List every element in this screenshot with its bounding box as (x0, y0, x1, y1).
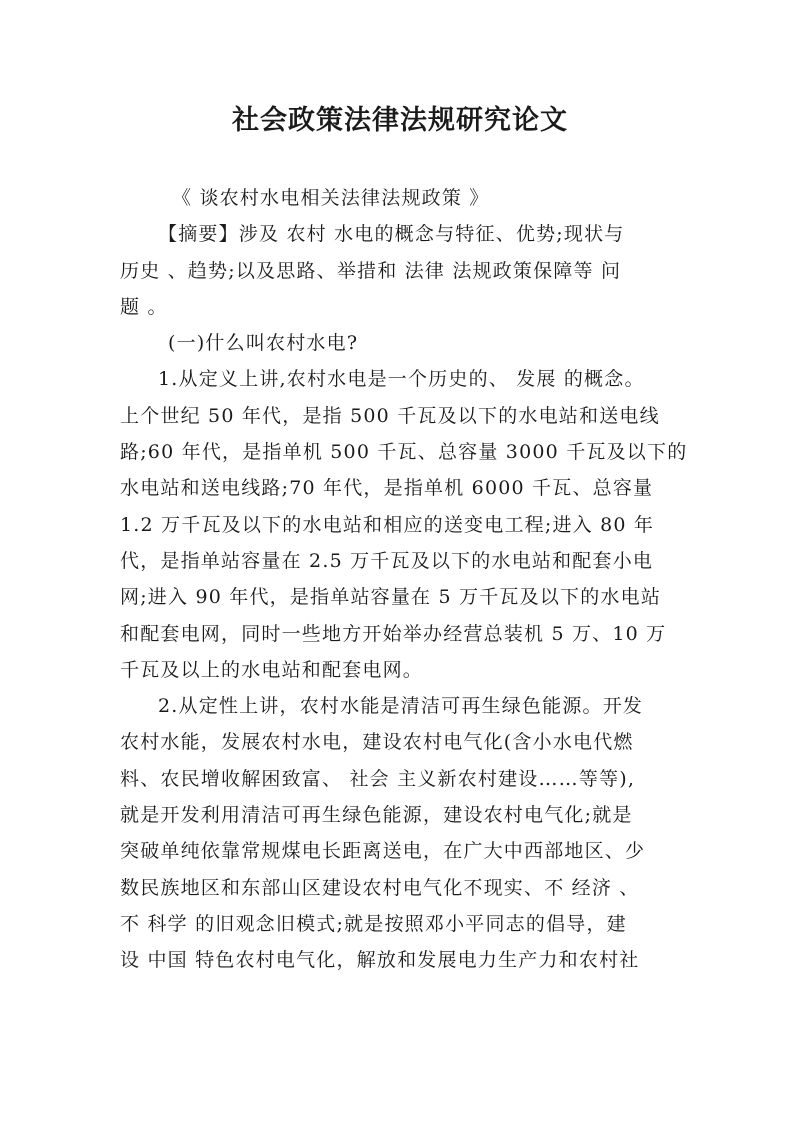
document-title: 社会政策法律法规研究论文 (232, 105, 568, 136)
paragraph-line: 料、农民增收解困致富、 社会 主义新农村建设……等等), (120, 767, 636, 790)
paragraph-line: 1.从定义上讲,农村水电是一个历史的、 发展 的概念。 (158, 368, 645, 391)
paragraph-line: 数民族地区和东部山区建设农村电气化不现实、不 经济 、 (120, 876, 640, 899)
document-body (120, 180, 688, 979)
abstract-line: 【摘要】涉及 农村 水电的概念与特征、优势;现状与 (158, 223, 625, 246)
paragraph-line: 路;60 年代，是指单机 500 千瓦、总容量 3000 千瓦及以下的 (120, 441, 688, 464)
paragraph-line: 2.从定性上讲，农村水能是清洁可再生绿色能源。开发 (158, 695, 644, 718)
paragraph-line: 网;进入 90 年代，是指单站容量在 5 万千瓦及以下的水电站 (120, 586, 662, 609)
paragraph-line: 农村水能，发展农村水电，建设农村电气化(含小水电代燃 (120, 731, 634, 754)
paragraph-line: 上个世纪 50 年代，是指 500 千瓦及以下的水电站和送电线 (120, 404, 660, 427)
abstract-line: 历史 、趋势;以及思路、举措和 法律 法规政策保障等 问 (120, 259, 622, 282)
subtitle-line: 《 谈农村水电相关法律法规政策 》 (172, 187, 490, 209)
paragraph-line: 就是开发利用清洁可再生绿色能源，建设农村电气化;就是 (120, 804, 633, 827)
paragraph-line: 1.2 万千瓦及以下的水电站和相应的送变电工程;进入 80 年 (120, 513, 655, 536)
paragraph-line: 突破单纯依靠常规煤电长距离送电，在广大中西部地区、少 (120, 840, 646, 863)
paragraph-line: 不 科学 的旧观念旧模式;就是按照邓小平同志的倡导，建 (120, 912, 627, 935)
abstract-line: 题 。 (120, 295, 168, 318)
paragraph-line: 和配套电网，同时一些地方开始举办经营总装机 5 万、10 万 (120, 622, 667, 645)
section-heading: (一)什么叫农村水电? (168, 332, 359, 355)
paragraph-line: 代，是指单站容量在 2.5 万千瓦及以下的水电站和配套小电 (120, 549, 654, 572)
paragraph-line: 设 中国 特色农村电气化，解放和发展电力生产力和农村社 (120, 949, 640, 972)
paragraph-line: 千瓦及以上的水电站和配套电网。 (120, 658, 424, 681)
paragraph-line: 水电站和送电线路;70 年代，是指单机 6000 千瓦、总容量 (120, 477, 654, 500)
